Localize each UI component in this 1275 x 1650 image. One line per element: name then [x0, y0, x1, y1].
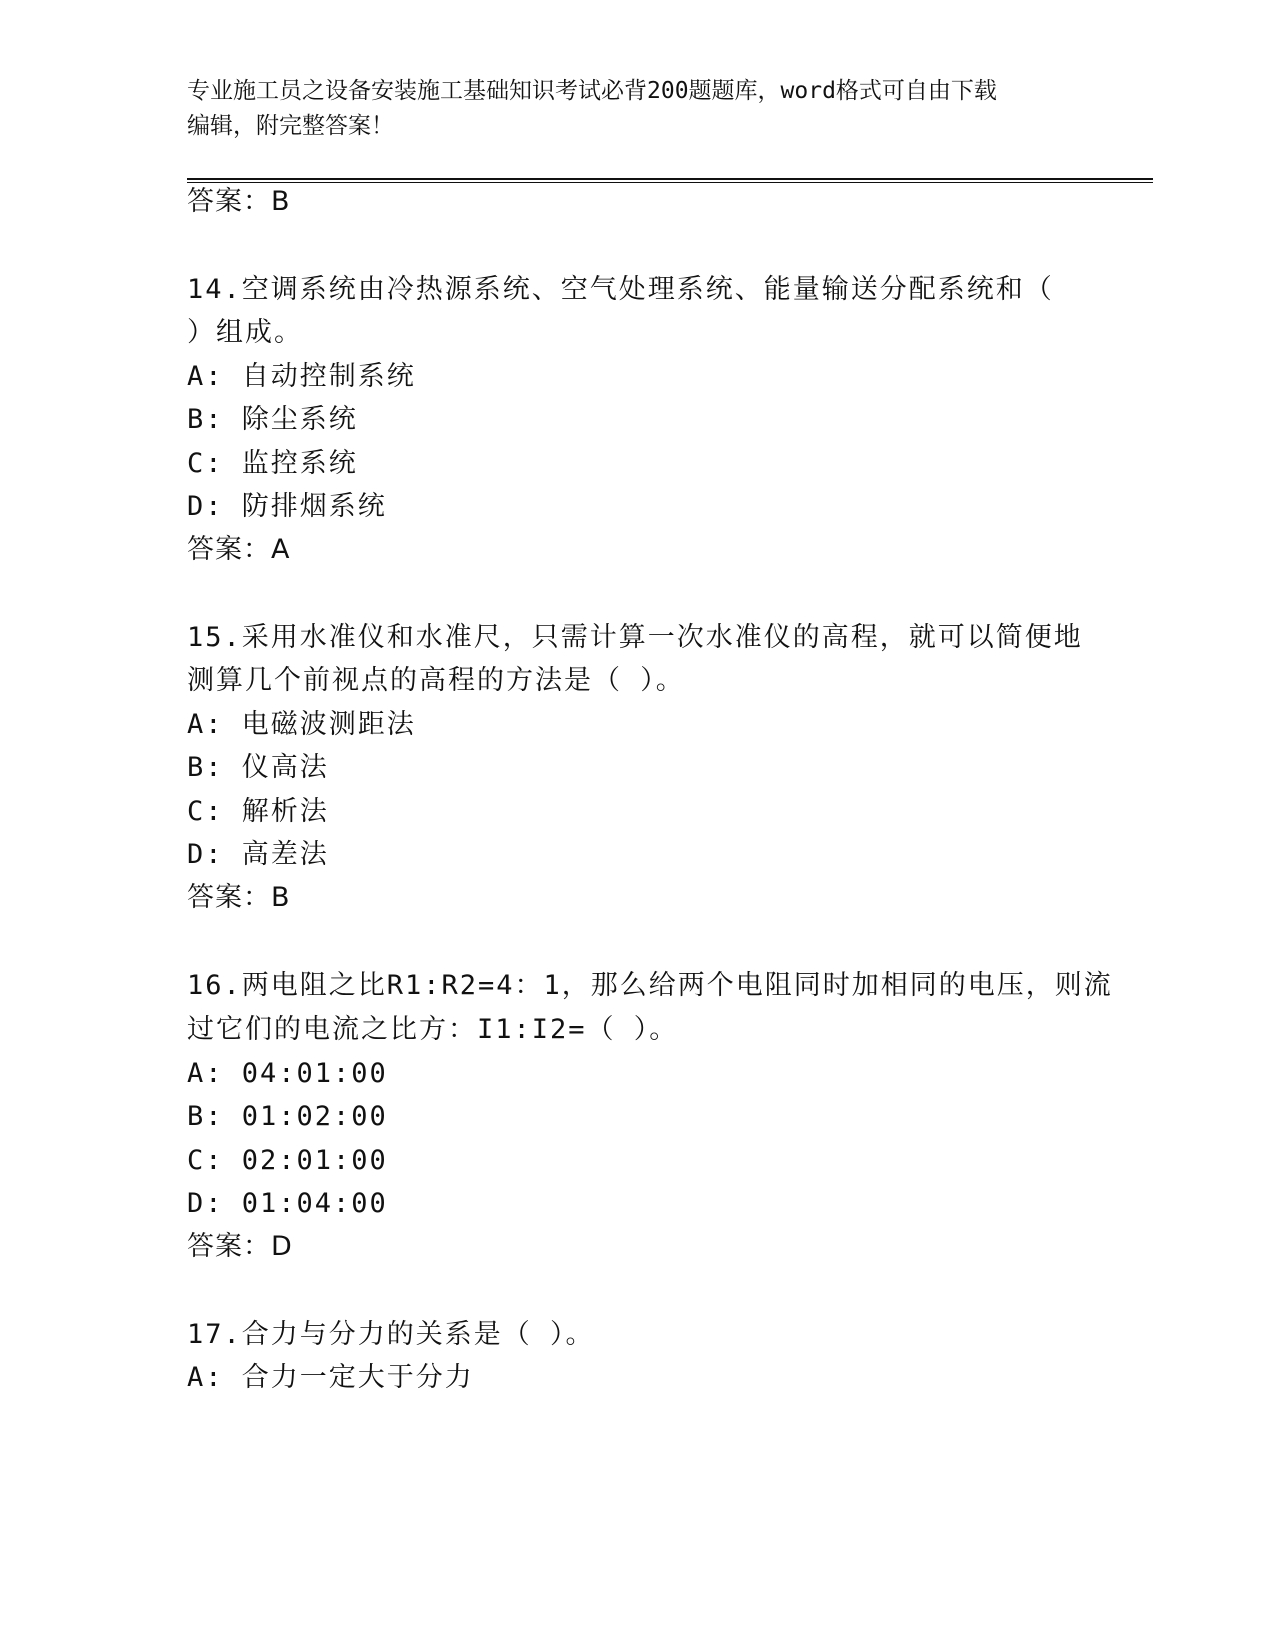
- question-14-option-a: A: 自动控制系统: [187, 361, 416, 392]
- answer-prev: 答案：B: [187, 186, 291, 217]
- question-15-text-2: 测算几个前视点的高程的方法是（ ）。: [187, 665, 685, 696]
- question-14-text-2: ）组成。: [187, 317, 303, 348]
- question-14-text-1: 14.空调系统由冷热源系统、空气处理系统、能量输送分配系统和（: [187, 274, 1054, 305]
- question-16-option-d: D: 01:04:00: [187, 1188, 388, 1219]
- question-16-option-c: C: 02:01:00: [187, 1145, 388, 1176]
- question-16-answer: 答案：D: [187, 1231, 293, 1262]
- question-14-answer: 答案：A: [187, 534, 291, 565]
- question-16-text-1: 16.两电阻之比R1:R2=4：1，那么给两个电阻同时加相同的电压，则流: [187, 970, 1113, 1001]
- question-16-text-2: 过它们的电流之比方：I1:I2=（ ）。: [187, 1014, 679, 1045]
- question-16-option-a: A: 04:01:00: [187, 1058, 388, 1089]
- question-14-option-c: C: 监控系统: [187, 448, 358, 479]
- page-header: [187, 74, 1087, 144]
- question-15-text-1: 15.采用水准仪和水准尺，只需计算一次水准仪的高程，就可以简便地: [187, 622, 1083, 653]
- header-line-2: 编辑，附完整答案！: [187, 113, 394, 139]
- question-17-option-a: A: 合力一定大于分力: [187, 1362, 474, 1393]
- question-17-text-1: 17.合力与分力的关系是（ ）。: [187, 1319, 595, 1350]
- question-15-option-c: C: 解析法: [187, 796, 329, 827]
- question-16-option-b: B: 01:02:00: [187, 1101, 388, 1132]
- question-15-answer: 答案：B: [187, 882, 291, 913]
- question-15-option-b: B: 仪高法: [187, 752, 329, 783]
- header-line-1: 专业施工员之设备安装施工基础知识考试必背200题题库，word格式可自由下载: [187, 78, 997, 104]
- header-divider-thick: [187, 178, 1153, 180]
- question-14-option-b: B: 除尘系统: [187, 404, 358, 435]
- header-divider-thin: [187, 182, 1153, 183]
- question-14-option-d: D: 防排烟系统: [187, 491, 387, 522]
- question-15-option-d: D: 高差法: [187, 839, 329, 870]
- question-15-option-a: A: 电磁波测距法: [187, 709, 416, 740]
